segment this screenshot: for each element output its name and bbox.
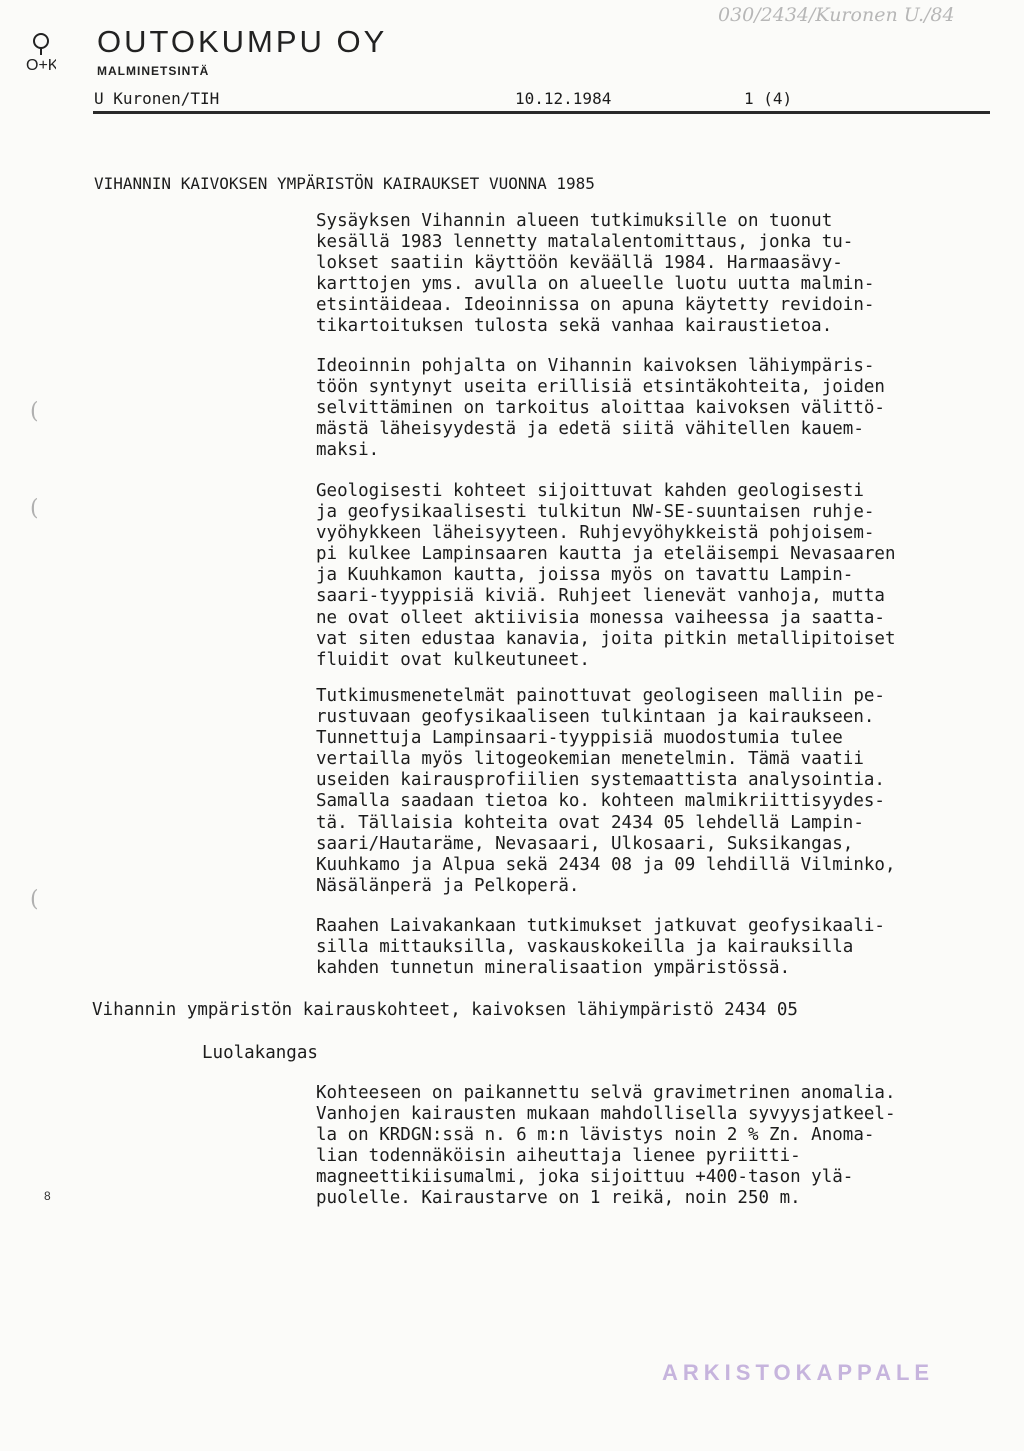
margin-number: 8 xyxy=(44,1189,51,1203)
header-rule xyxy=(93,111,990,114)
archive-reference: 030/2434/Kuronen U./84 xyxy=(718,4,955,26)
margin-paren: ( xyxy=(30,399,39,424)
margin-paren: ( xyxy=(30,887,39,912)
archive-stamp: ARKISTOKAPPALE xyxy=(662,1360,935,1385)
svg-text:O+K: O+K xyxy=(26,57,56,72)
paragraph-4: Tutkimusmenetelmät painottuvat geologiseen malliin pe- rustuvaan geofysikaaliseen tulkintaan ja kairaukseen. Tunnettuja Lampinsaari-tyyppisiä muodostumia tulee vertailla myös litogeokemian menetelmin. Tämä vaatii useiden kairausprofiilien systemaattista analysointia. Samalla saadaan tietoa ko. kohteen malmikriittisyydes- tä. Tällaisia kohteita ovat 2434 05 lehdellä Lampin- saari/Hautaräme, Nevasaari, Ulkosaari, Suksikangas, Kuuhkamo ja Alpua sekä 2434 08 ja 09 lehdillä Vilminko, Näsälänperä ja Pelkoperä. xyxy=(316,686,896,896)
paragraph-6: Kohteeseen on paikannettu selvä gravimetrinen anomalia. Vanhojen kairausten mukaan mahdollisella syvyysjatkeel- la on KRDGN:ssä n. 6 m:n lävistys noin 2 % Zn. Anoma- lian todennäköisin aiheuttaja lienee pyriitti- magneettikiisumalmi, joka sijoittuu +400-tason ylä- puolelle. Kairaustarve on 1 reikä, noin 250 m. xyxy=(316,1083,896,1209)
company-name: OUTOKUMPU OY xyxy=(97,24,388,59)
subheading-luolakangas: Luolakangas xyxy=(202,1043,318,1063)
document-date: 10.12.1984 xyxy=(515,89,612,108)
margin-paren: ( xyxy=(30,496,39,521)
paragraph-5: Raahen Laivakankaan tutkimukset jatkuvat geofysikaali- silla mittauksilla, vaskauskokeilla ja kairauksilla kahden tunnetun mineralisaation ympäristössä. xyxy=(316,916,885,979)
section-heading: Vihannin ympäristön kairauskohteet, kaivoksen lähiympäristö 2434 05 xyxy=(92,1000,798,1020)
outokumpu-logo-icon xyxy=(26,32,56,72)
paragraph-3: Geologisesti kohteet sijoittuvat kahden geologisesti ja geofysikaalisesti tulkitun NW-SE-suuntaisen ruhje- vyöhykkeen läheisyyteen. Ruhjevyöhykkeistä pohjoisem- pi kulkee Lampinsaaren kautta ja eteläisempi Nevasaaren ja Kuuhkamon kautta, joissa myös on tavattu Lampin- saari-tyyppisiä kiviä. Ruhjeet lienevät vanhoja, mutta ne ovat olleet aktiivisia monessa vaiheessa ja saatta- vat siten edustaa kanavia, joita pitkin metallipitoiset fluidit ovat kulkeutuneet. xyxy=(316,481,896,670)
author-reference: U Kuronen/TIH xyxy=(94,89,220,108)
department-name: MALMINETSINTÄ xyxy=(97,64,210,78)
document-title: VIHANNIN KAIVOKSEN YMPÄRISTÖN KAIRAUKSET VUONNA 1985 xyxy=(94,174,595,193)
paragraph-1: Sysäyksen Vihannin alueen tutkimuksille on tuonut kesällä 1983 lennetty matalalentomittaus, jonka tu- lokset saatiin käyttöön keväällä 1984. Harmaasävy- karttojen yms. avulla on alueelle luotu uutta malmin- etsintäideaa. Ideoinnissa on apuna käytetty revidoin- tikartoituksen tulosta sekä vanhaa kairaustietoa. xyxy=(316,211,875,337)
page-number: 1 (4) xyxy=(744,89,793,108)
paragraph-2: Ideoinnin pohjalta on Vihannin kaivoksen lähiympäris- töön syntynyt useita erillisiä etsintäkohteita, joiden selvittäminen on tarkoitus aloittaa kaivoksen välittö- mästä läheisyydestä ja edetä siitä vähitellen kauem- maksi. xyxy=(316,356,885,461)
